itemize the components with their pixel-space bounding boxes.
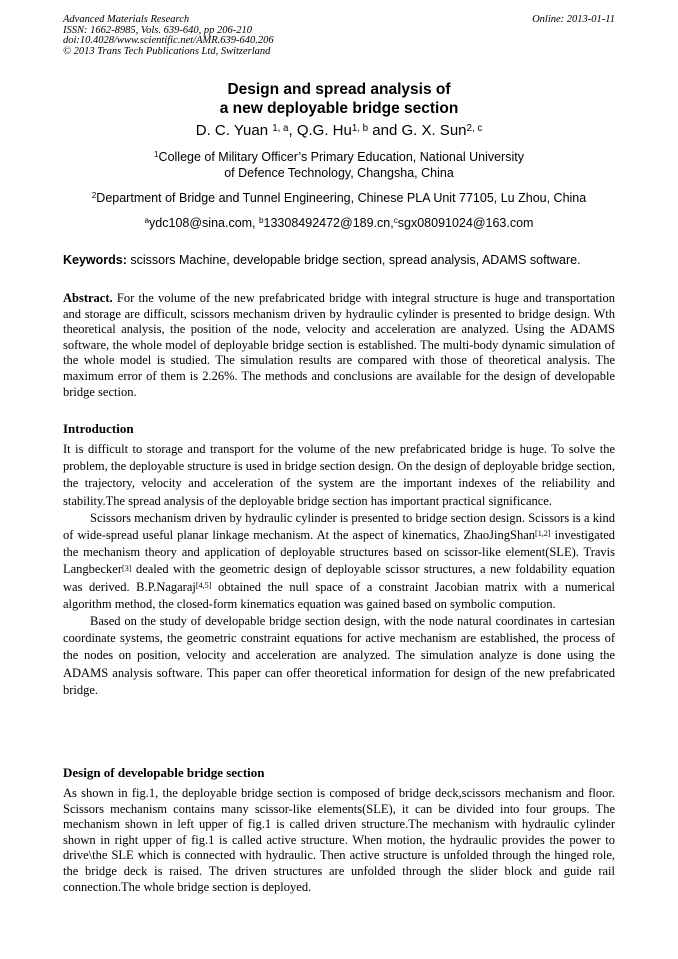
journal-copyright: © 2013 Trans Tech Publications Ltd, Switzerland xyxy=(63,45,271,57)
author-list xyxy=(63,122,615,140)
keywords-text: scissors Machine, developable bridge section, spread analysis, ADAMS software. xyxy=(126,253,581,267)
citation-4-5[interactable]: [4,5] xyxy=(195,581,212,590)
title-line-1: Design and spread analysis of xyxy=(227,81,451,98)
email-c: sgx08091024@163.com xyxy=(397,216,534,230)
email-b-mark: b xyxy=(259,216,264,226)
author-3-mark: 2, c xyxy=(466,123,483,135)
journal-name: Advanced Materials Research xyxy=(63,14,190,25)
abstract-text: For the volume of the new prefabricated bridge with integral structure is huge and transportation and storage are difficult, scissors mechanism driven by hydraulic cylinder is presented to bridge design. Wth theoretical analysis, the position of the node, velocity and acceleration are analyzed. Using the ADAMS software, the whole model of deployable bridge section is established. The multi-body dynamic simulation of the whole model is studied. The simulation results are compared with those of theoretical analysis. The maximum error of them is 2.26%. The methods and conclusions are available for the design of developable bridge section. xyxy=(63,291,615,399)
affiliation-1-mark: 1 xyxy=(154,150,159,160)
abstract-label: Abstract. xyxy=(63,291,113,305)
design-paragraph-1: As shown in fig.1, the deployable bridge section is composed of bridge deck,scissors mechanism and floor. Scissors mechanism contains many scissor-like elements(SLE), it can be divided into four groups. The mechanism shown in left upper of fig.1 is called driven structure.The mechanism with hydraulic cylinder shown in right upper of fig.1 is called active structure. When motion, the hydraulic provides the power to drive\the SLE which is connected with hydraulic. Then active structure is unfolded through the hinged role, the bridge deck is raised. The driven structures are unfolded through the slider block and guide rail connection.The whole bridge section is deployed. xyxy=(63,786,615,894)
author-1: D. C. Yuan xyxy=(195,122,273,139)
intro-body xyxy=(63,441,615,699)
keywords-label: Keywords: xyxy=(63,253,127,267)
journal-issn: ISSN: 1662-8985, Vols. 639-640, pp 206-210 xyxy=(63,24,252,36)
paper-title xyxy=(63,80,615,118)
affiliation-1 xyxy=(63,149,615,181)
author-1-mark: 1, a xyxy=(272,123,289,135)
author-2-mark: 1, b xyxy=(351,123,369,135)
citation-1-2[interactable]: [1,2] xyxy=(535,529,551,539)
email-b: 13308492472@189.cn, xyxy=(263,216,394,230)
author-separator: , xyxy=(288,122,297,139)
affiliation-2-text: Department of Bridge and Tunnel Engineering, Chinese PLA Unit 77105, Lu Zhou, China xyxy=(96,191,587,205)
keywords xyxy=(63,252,615,268)
intro-heading: Introduction xyxy=(63,421,134,436)
abstract xyxy=(63,291,615,400)
title-line-2: a new deployable bridge section xyxy=(219,100,459,117)
affiliation-1-line-1: College of Military Officer’s Primary Education, National University xyxy=(158,150,524,164)
affiliation-2 xyxy=(63,190,615,206)
author-separator: and xyxy=(368,122,402,139)
design-heading: Design of developable bridge section xyxy=(63,765,265,780)
affiliation-2-mark: 2 xyxy=(91,191,97,201)
email-a: ydc108@sina.com, xyxy=(149,216,260,230)
journal-doi: doi:10.4028/www.scientific.net/AMR.639-640.206 xyxy=(63,35,274,46)
author-3: G. X. Sun xyxy=(401,122,467,139)
author-emails xyxy=(63,215,615,231)
journal-header xyxy=(63,15,615,57)
affiliation-1-line-2: of Defence Technology, Changsha, China xyxy=(224,166,454,180)
email-c-mark: c xyxy=(393,216,398,226)
intro-paragraph-1: It is difficult to storage and transport for the volume of the new prefabricated bridge is huge. To solve the problem, the deployable structure is used in bridge section design. On the design of deployable bridge section, the trajectory, velocity and acceleration of the system are the important indexes of the reliability and stability.The spread analysis of the deployable bridge section has important practical significance. xyxy=(63,442,615,508)
online-date: Online: 2013-01-11 xyxy=(532,14,615,25)
intro-paragraph-2: Scissors mechanism driven by hydraulic cylinder is presented to bridge section design. Scissors is a kind of wide-spread useful planar linkage mechanism. At the aspect of kinematics, ZhaoJingShan[1,2] investigated the mechanism theory and application of deployable structures based on scissor-like element(SLE). Travis Langbecker[3] dealed with the geometric design of deployable scissor structures, a new foldability equation was derived. B.P.Nagaraj[4,5] obtained the null space of a constraint Jacobian matrix with a numerical algorithm method, the closed-form kinematics equation was gained based on symbolic compution. xyxy=(63,510,615,611)
author-2: Q.G. Hu xyxy=(296,122,352,139)
citation-3[interactable]: [3] xyxy=(122,563,132,573)
intro-paragraph-3: Based on the study of developable bridge section design, with the node natural coordinates in cartesian coordinate systems, the geometric constraint equations for active mechanism are established, the process of the nodes on position, velocity and acceleration are analyzed. The simulation analyze is done using the ADAMS analysis software. This paper can offer theoretical information for design of the new prefabricated bridge. xyxy=(63,614,615,697)
email-a-mark: a xyxy=(144,216,150,226)
